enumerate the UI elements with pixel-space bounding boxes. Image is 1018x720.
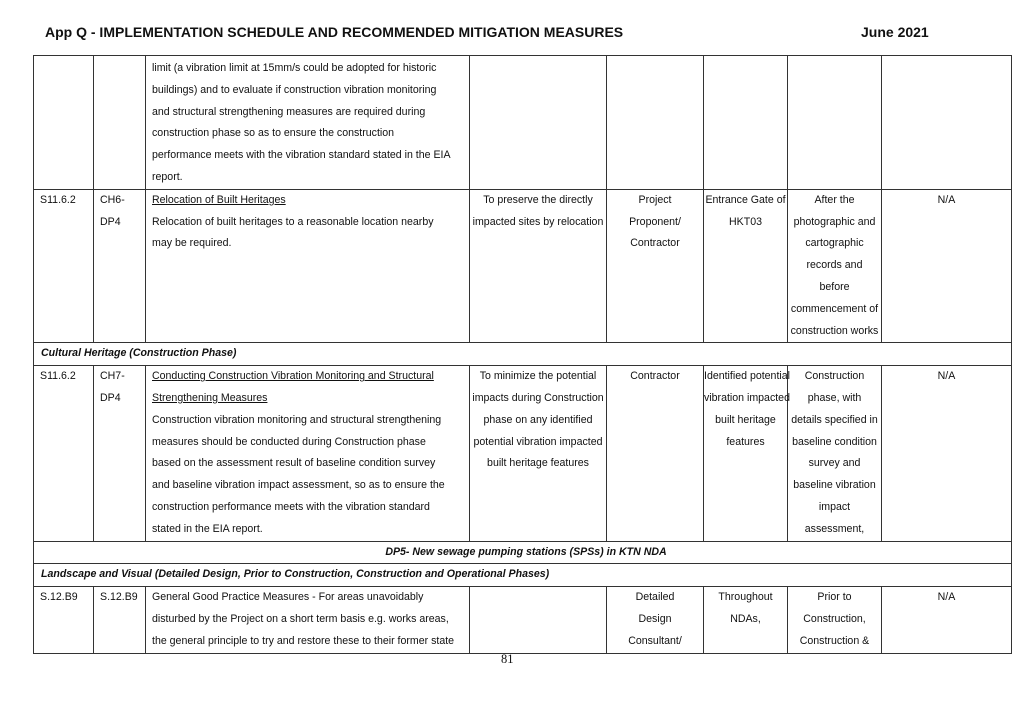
text-line: the general principle to try and restore these to their former state (152, 634, 455, 647)
text-line: DP4 (100, 215, 121, 228)
section-row-landscape (34, 564, 1012, 587)
eia-ref-cell: S11.6.2 (34, 189, 94, 343)
text-line: phase, with (807, 391, 862, 404)
section-row-cultural-heritage (34, 343, 1012, 366)
text-line: buildings) and to evaluate if construction vibration monitoring (152, 83, 437, 96)
text-line: disturbed by the Project on a short term basis e.g. works areas, (152, 612, 449, 625)
text-line: Construction vibration monitoring and structural strengthening (152, 413, 442, 426)
text-line: impact (818, 500, 851, 513)
text-line: photographic and (793, 215, 876, 228)
text-line: Project (638, 193, 672, 206)
text-line: DP4 (100, 391, 121, 404)
eia-ref-cell (34, 56, 94, 190)
measure-body (152, 212, 465, 256)
who-cell (607, 56, 704, 190)
text-line: cartographic (805, 237, 864, 250)
text-line: potential vibration impacted (473, 435, 603, 448)
section-heading: Landscape and Visual (Detailed Design, Prior to Construction, Construction and Operational Phases) (34, 564, 1012, 587)
text-line: records and (806, 259, 863, 272)
requirements-cell (882, 56, 1012, 190)
table-row-landscape (34, 587, 1012, 653)
measure-cell (146, 56, 470, 190)
objectives-cell (470, 587, 607, 653)
text-line: built heritage features (487, 457, 589, 470)
em-ref-cell (94, 366, 146, 541)
text-line: report. (152, 170, 183, 183)
text-line: Consultant/ (628, 634, 682, 647)
text-line: Identified potential (704, 370, 790, 383)
text-line: Strengthening Measures (152, 391, 268, 404)
document-title: App Q - IMPLEMENTATION SCHEDULE AND RECOMMENDED MITIGATION MEASURES (45, 24, 624, 40)
measure-title: Relocation of Built Heritages (152, 193, 286, 206)
text-line: based on the assessment result of baseline condition survey (152, 457, 436, 470)
table-row-relocation (34, 189, 1012, 343)
requirements-cell: N/A (882, 587, 1012, 653)
text-line: Throughout (718, 591, 773, 604)
text-line: commencement of (790, 302, 879, 315)
text-line: To minimize the potential (479, 370, 597, 383)
text-line: construction performance meets with the vibration standard (152, 500, 430, 513)
text-line: Design (638, 612, 672, 625)
text-line: performance meets with the vibration standard stated in the EIA (152, 149, 451, 162)
text-line: HKT03 (729, 215, 762, 228)
location-cell (704, 366, 788, 541)
text-line: Contractor (630, 370, 680, 383)
text-line: Contractor (630, 237, 680, 250)
eia-ref-cell: S.12.B9 (34, 587, 94, 653)
when-cell (788, 189, 882, 343)
eia-ref-cell: S11.6.2 (34, 366, 94, 541)
section-heading: Cultural Heritage (Construction Phase) (34, 343, 1012, 366)
text-line: assessment, (804, 522, 865, 535)
measure-cell (146, 366, 470, 541)
text-line: construction works (790, 324, 879, 337)
text-line: before (819, 280, 850, 293)
section-heading: DP5- New sewage pumping stations (SPSs) in KTN NDA (34, 541, 1012, 564)
text-line: phase on any identified (483, 413, 593, 426)
text-line: survey and (808, 457, 861, 470)
page-number: 81 (501, 652, 514, 666)
em-ref-cell (94, 189, 146, 343)
text-line: CH7- (100, 370, 125, 383)
objectives-cell (470, 366, 607, 541)
text-line: limit (a vibration limit at 15mm/s could be adopted for historic (152, 62, 437, 74)
text-line: Entrance Gate of (705, 193, 786, 206)
objectives-cell (470, 189, 607, 343)
text-line: CH6- (100, 193, 125, 206)
text-line: impacted sites by relocation (472, 215, 604, 228)
requirements-cell: N/A (882, 366, 1012, 541)
who-cell (607, 587, 704, 653)
who-cell (607, 189, 704, 343)
implementation-schedule-table (33, 55, 1012, 654)
text-line: built heritage (715, 413, 776, 426)
text-line: baseline vibration (793, 479, 876, 492)
text-line: Construction, (803, 612, 866, 625)
table-row-vibration (34, 366, 1012, 541)
text-line: Detailed (635, 591, 675, 604)
table-row-continuation (34, 56, 1012, 190)
measure-title (152, 366, 465, 410)
text-line: vibration impacted (704, 391, 790, 404)
section-row-dp5 (34, 541, 1012, 564)
text-line: may be required. (152, 237, 232, 250)
location-cell (704, 189, 788, 343)
location-cell (704, 56, 788, 190)
who-cell (607, 366, 704, 541)
em-ref-cell (94, 56, 146, 190)
text-line: Conducting Construction Vibration Monitoring and Structural (152, 370, 434, 383)
measure-cell (146, 189, 470, 343)
requirements-cell: N/A (882, 189, 1012, 343)
text-line: S.12.B9 (100, 591, 138, 604)
text-line: stated in the EIA report. (152, 522, 263, 535)
text-line: To preserve the directly (483, 193, 593, 206)
text-line: Construction (804, 370, 865, 383)
text-line: and structural strengthening measures are required during (152, 105, 426, 118)
text-line: Prior to (817, 591, 852, 604)
text-line: features (726, 435, 765, 448)
text-line: details specified in (791, 413, 878, 426)
when-cell (788, 56, 882, 190)
measure-cell (146, 587, 470, 653)
text-line: and baseline vibration impact assessment, so as to ensure the (152, 479, 445, 492)
text-line: measures should be conducted during Construction phase (152, 435, 426, 448)
objectives-cell (470, 56, 607, 190)
text-line: construction phase so as to ensure the construction (152, 127, 395, 140)
text-line: Relocation of built heritages to a reasonable location nearby (152, 215, 434, 228)
text-line: General Good Practice Measures - For areas unavoidably (152, 591, 424, 604)
text-line: impacts during Construction (472, 391, 604, 404)
when-cell (788, 366, 882, 541)
text-line: baseline condition (792, 435, 877, 448)
when-cell (788, 587, 882, 653)
text-line: Construction & (799, 634, 870, 647)
text-line: Proponent/ (629, 215, 681, 228)
measure-body (152, 410, 465, 541)
em-ref-cell (94, 587, 146, 653)
location-cell (704, 587, 788, 653)
document-date: June 2021 (861, 24, 929, 40)
text-line: NDAs, (730, 612, 761, 625)
text-line: After the (814, 193, 855, 206)
